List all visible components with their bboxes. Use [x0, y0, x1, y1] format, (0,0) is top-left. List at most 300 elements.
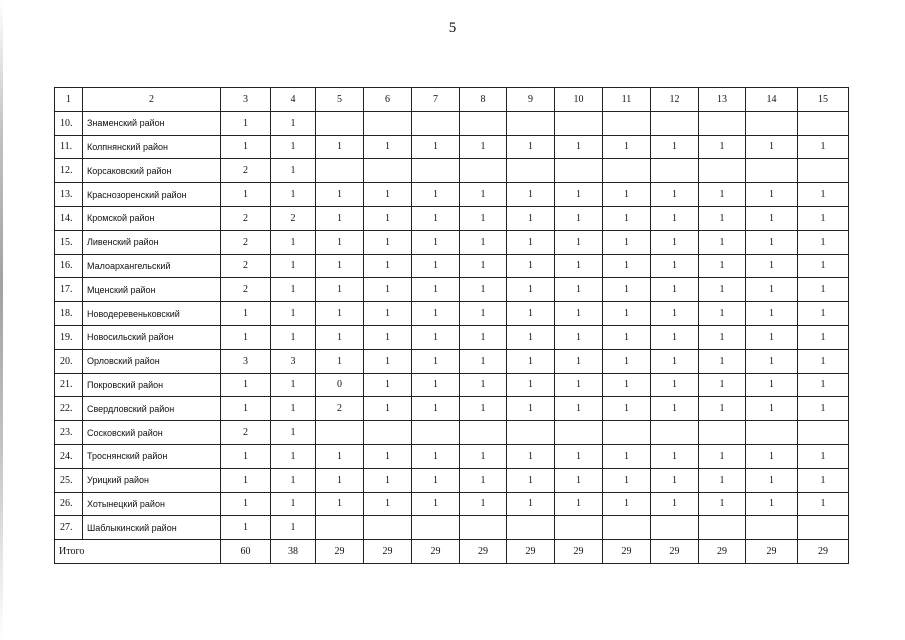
table-cell: 1	[555, 230, 603, 254]
table-cell	[746, 516, 798, 540]
table-cell: 1	[555, 278, 603, 302]
table-cell: 1	[507, 492, 555, 516]
table-cell: 1	[271, 444, 316, 468]
table-cell: 1	[651, 183, 699, 207]
table-cell: 1	[460, 278, 507, 302]
table-cell: 1	[699, 183, 746, 207]
table-row	[55, 444, 849, 468]
table-cell: 1	[699, 349, 746, 373]
table-cell: 1	[651, 325, 699, 349]
table-cell: 1	[507, 468, 555, 492]
table-cell: 1	[798, 135, 849, 159]
page-number: 5	[448, 20, 457, 36]
table-cell: 1	[699, 135, 746, 159]
table-cell: 1	[364, 492, 412, 516]
table-cell	[316, 159, 364, 183]
table-cell	[555, 159, 603, 183]
table-cell: 1	[798, 254, 849, 278]
table-cell: 1	[603, 325, 651, 349]
table-cell	[651, 111, 699, 135]
table-row	[55, 516, 849, 540]
table-cell	[699, 516, 746, 540]
district-name: Мценский район	[83, 278, 221, 302]
table-cell: 1	[316, 254, 364, 278]
table-cell: 2	[271, 206, 316, 230]
table-cell: 1	[651, 302, 699, 326]
table-cell: 1	[603, 468, 651, 492]
table-cell	[603, 159, 651, 183]
table-cell	[555, 111, 603, 135]
table-cell: 1	[271, 492, 316, 516]
district-name: Малоархангельский	[83, 254, 221, 278]
column-header: 1	[55, 88, 83, 112]
table-cell	[412, 516, 460, 540]
table-cell: 1	[746, 468, 798, 492]
table-cell	[798, 159, 849, 183]
table-cell: 1	[364, 183, 412, 207]
table-cell: 1	[507, 397, 555, 421]
table-cell: 1	[603, 183, 651, 207]
table-cell: 2	[316, 397, 364, 421]
district-name: Новодеревеньковский	[83, 302, 221, 326]
table-cell: 2	[221, 230, 271, 254]
table-cell: 1	[699, 230, 746, 254]
table-cell	[316, 516, 364, 540]
table-cell	[555, 516, 603, 540]
table-cell: 1	[460, 397, 507, 421]
table-cell	[364, 516, 412, 540]
row-number: 24.	[55, 444, 83, 468]
table-cell: 1	[555, 492, 603, 516]
table-cell: 1	[507, 230, 555, 254]
table-cell	[603, 421, 651, 445]
table-cell: 1	[798, 468, 849, 492]
district-name: Хотынецкий район	[83, 492, 221, 516]
total-cell: 60	[221, 540, 271, 564]
column-header: 2	[83, 88, 221, 112]
table-cell	[798, 111, 849, 135]
table-header-row	[55, 88, 849, 112]
table-cell: 1	[271, 135, 316, 159]
district-name: Краснозоренский район	[83, 183, 221, 207]
table-cell: 1	[364, 135, 412, 159]
table-cell: 1	[603, 254, 651, 278]
table-cell: 1	[460, 230, 507, 254]
district-name: Знаменский район	[83, 111, 221, 135]
table-cell: 1	[699, 397, 746, 421]
table-cell: 1	[460, 254, 507, 278]
row-number: 15.	[55, 230, 83, 254]
table-cell: 1	[271, 111, 316, 135]
table-cell: 1	[555, 135, 603, 159]
district-name: Орловский район	[83, 349, 221, 373]
table-row	[55, 421, 849, 445]
table-cell: 1	[507, 349, 555, 373]
table-cell: 3	[221, 349, 271, 373]
table-row	[55, 373, 849, 397]
table-cell: 1	[746, 444, 798, 468]
table-cell: 1	[603, 349, 651, 373]
table-cell: 2	[221, 159, 271, 183]
table-cell: 1	[798, 183, 849, 207]
table-cell: 1	[699, 278, 746, 302]
table-cell: 1	[460, 444, 507, 468]
table-cell: 1	[221, 302, 271, 326]
table-cell: 1	[651, 254, 699, 278]
table-cell: 1	[316, 278, 364, 302]
table-cell: 1	[221, 397, 271, 421]
table-cell: 1	[460, 135, 507, 159]
table-cell	[412, 111, 460, 135]
table-cell: 1	[412, 206, 460, 230]
table-cell	[316, 111, 364, 135]
column-header: 7	[412, 88, 460, 112]
table-cell: 1	[364, 349, 412, 373]
table-cell	[460, 516, 507, 540]
table-cell: 2	[221, 421, 271, 445]
table-cell: 1	[507, 254, 555, 278]
table-cell: 1	[555, 444, 603, 468]
table-cell: 1	[271, 421, 316, 445]
table-cell: 1	[412, 373, 460, 397]
table-cell: 1	[507, 325, 555, 349]
table-cell: 1	[460, 492, 507, 516]
table-cell: 1	[555, 206, 603, 230]
table-cell: 1	[555, 183, 603, 207]
row-number: 19.	[55, 325, 83, 349]
table-cell: 1	[221, 111, 271, 135]
table-row	[55, 135, 849, 159]
table-cell	[316, 421, 364, 445]
table-cell: 2	[221, 254, 271, 278]
table-cell: 1	[699, 254, 746, 278]
table-cell: 1	[798, 397, 849, 421]
table-cell: 2	[221, 206, 271, 230]
table-cell: 1	[798, 278, 849, 302]
table-row	[55, 278, 849, 302]
table-cell: 1	[364, 373, 412, 397]
table-cell: 1	[798, 325, 849, 349]
table-cell: 1	[221, 492, 271, 516]
table-cell: 1	[603, 230, 651, 254]
table-cell	[603, 111, 651, 135]
table-cell: 1	[271, 397, 316, 421]
table-cell: 1	[316, 206, 364, 230]
table-cell: 1	[651, 444, 699, 468]
table-cell: 1	[460, 373, 507, 397]
table-cell: 1	[603, 373, 651, 397]
total-cell: 29	[316, 540, 364, 564]
table-cell: 1	[746, 206, 798, 230]
table-cell	[651, 159, 699, 183]
table-cell: 1	[271, 373, 316, 397]
table-cell: 1	[798, 444, 849, 468]
table-cell: 1	[699, 492, 746, 516]
table-cell: 1	[603, 492, 651, 516]
table-cell: 1	[412, 278, 460, 302]
table-cell: 1	[316, 135, 364, 159]
table-cell: 1	[271, 516, 316, 540]
table-cell: 1	[460, 183, 507, 207]
table-cell: 1	[603, 135, 651, 159]
district-name: Сосковский район	[83, 421, 221, 445]
table-cell: 1	[746, 230, 798, 254]
table-cell: 1	[651, 373, 699, 397]
table-cell	[460, 421, 507, 445]
column-header: 5	[316, 88, 364, 112]
row-number: 10.	[55, 111, 83, 135]
table-cell: 1	[603, 278, 651, 302]
table-cell: 1	[364, 230, 412, 254]
table-cell: 1	[271, 183, 316, 207]
table-cell: 1	[798, 302, 849, 326]
table-cell: 1	[651, 135, 699, 159]
table-cell: 1	[699, 468, 746, 492]
column-header: 10	[555, 88, 603, 112]
table-cell	[746, 159, 798, 183]
table-cell: 1	[651, 468, 699, 492]
total-cell: 29	[603, 540, 651, 564]
table-cell: 1	[699, 325, 746, 349]
table-cell: 1	[271, 468, 316, 492]
table-cell: 1	[412, 325, 460, 349]
table-cell: 1	[412, 302, 460, 326]
table-cell: 1	[507, 373, 555, 397]
table-cell	[460, 111, 507, 135]
table-cell: 1	[412, 468, 460, 492]
total-cell: 38	[271, 540, 316, 564]
row-number: 23.	[55, 421, 83, 445]
table-row	[55, 183, 849, 207]
table-cell: 1	[507, 302, 555, 326]
column-header: 12	[651, 88, 699, 112]
table-cell: 1	[221, 325, 271, 349]
table-cell: 1	[412, 135, 460, 159]
table-cell: 1	[699, 373, 746, 397]
table-cell: 1	[460, 325, 507, 349]
table-cell: 1	[699, 206, 746, 230]
table-cell	[412, 159, 460, 183]
table-cell: 1	[364, 302, 412, 326]
column-header: 3	[221, 88, 271, 112]
total-cell: 29	[412, 540, 460, 564]
table-row	[55, 254, 849, 278]
table-cell: 1	[221, 373, 271, 397]
table-cell: 1	[316, 468, 364, 492]
table-cell	[651, 516, 699, 540]
table-cell	[699, 159, 746, 183]
table-cell	[507, 159, 555, 183]
table-cell: 1	[746, 492, 798, 516]
table-row	[55, 206, 849, 230]
table-cell: 1	[651, 349, 699, 373]
table-cell: 1	[364, 278, 412, 302]
column-header: 11	[603, 88, 651, 112]
table-cell: 1	[651, 278, 699, 302]
table-cell: 1	[507, 444, 555, 468]
table-cell: 1	[651, 230, 699, 254]
row-number: 13.	[55, 183, 83, 207]
row-number: 21.	[55, 373, 83, 397]
total-cell: 29	[364, 540, 412, 564]
table-cell	[364, 421, 412, 445]
district-name: Троснянский район	[83, 444, 221, 468]
data-table	[54, 87, 849, 564]
column-header: 15	[798, 88, 849, 112]
total-cell: 29	[699, 540, 746, 564]
column-header: 4	[271, 88, 316, 112]
table-cell: 3	[271, 349, 316, 373]
table-cell	[364, 159, 412, 183]
table-row	[55, 397, 849, 421]
total-cell: 29	[798, 540, 849, 564]
table-cell: 1	[699, 302, 746, 326]
table-cell: 1	[651, 206, 699, 230]
table-cell: 1	[507, 135, 555, 159]
table-cell	[603, 516, 651, 540]
table-cell: 1	[364, 325, 412, 349]
row-number: 18.	[55, 302, 83, 326]
district-name: Свердловский район	[83, 397, 221, 421]
district-name: Ливенский район	[83, 230, 221, 254]
table-cell: 1	[364, 397, 412, 421]
table-cell: 1	[555, 397, 603, 421]
table-cell: 1	[798, 373, 849, 397]
table-cell: 1	[798, 206, 849, 230]
table-cell: 1	[798, 230, 849, 254]
table-cell: 1	[603, 397, 651, 421]
total-cell: 29	[555, 540, 603, 564]
table-cell: 1	[651, 492, 699, 516]
table-cell: 1	[555, 254, 603, 278]
table-cell: 1	[699, 444, 746, 468]
table-cell: 1	[271, 325, 316, 349]
table-cell	[746, 111, 798, 135]
table-cell: 1	[412, 183, 460, 207]
total-cell: 29	[507, 540, 555, 564]
table-row	[55, 230, 849, 254]
table-cell: 1	[603, 444, 651, 468]
table-row	[55, 492, 849, 516]
table-cell: 1	[364, 254, 412, 278]
table-cell: 1	[364, 206, 412, 230]
table-cell: 1	[412, 492, 460, 516]
table-cell: 1	[316, 230, 364, 254]
table-cell	[699, 421, 746, 445]
row-number: 11.	[55, 135, 83, 159]
table-cell: 1	[316, 325, 364, 349]
table-cell: 1	[412, 254, 460, 278]
table-cell: 1	[555, 373, 603, 397]
table-cell	[699, 111, 746, 135]
district-name: Корсаковский район	[83, 159, 221, 183]
district-name: Новосильский район	[83, 325, 221, 349]
column-header: 13	[699, 88, 746, 112]
table-cell: 1	[221, 183, 271, 207]
table-cell: 1	[221, 444, 271, 468]
table-cell: 1	[460, 349, 507, 373]
table-cell	[746, 421, 798, 445]
table-cell: 1	[507, 183, 555, 207]
table-cell	[555, 421, 603, 445]
table-cell: 1	[746, 135, 798, 159]
row-number: 20.	[55, 349, 83, 373]
table-cell: 1	[798, 349, 849, 373]
row-number: 14.	[55, 206, 83, 230]
scan-edge-shadow	[0, 0, 3, 640]
table-cell	[798, 421, 849, 445]
table-cell: 1	[746, 325, 798, 349]
district-name: Шаблыкинский район	[83, 516, 221, 540]
table-cell	[798, 516, 849, 540]
table-cell: 1	[316, 183, 364, 207]
district-name: Урицкий район	[83, 468, 221, 492]
table-cell: 1	[316, 302, 364, 326]
table-row	[55, 111, 849, 135]
table-cell: 1	[221, 468, 271, 492]
table-cell: 1	[271, 254, 316, 278]
district-name: Покровский район	[83, 373, 221, 397]
row-number: 25.	[55, 468, 83, 492]
table-cell: 1	[746, 373, 798, 397]
table-cell: 1	[603, 206, 651, 230]
total-row	[55, 540, 849, 564]
table-cell	[507, 111, 555, 135]
table-cell: 1	[316, 349, 364, 373]
table-cell: 1	[271, 278, 316, 302]
table-cell	[651, 421, 699, 445]
table-cell: 1	[271, 159, 316, 183]
table-row	[55, 302, 849, 326]
table-cell: 1	[555, 325, 603, 349]
table-cell: 1	[746, 302, 798, 326]
table-cell: 1	[460, 206, 507, 230]
table-cell: 1	[460, 302, 507, 326]
table-cell: 1	[507, 206, 555, 230]
total-cell: 29	[460, 540, 507, 564]
table-cell: 1	[271, 302, 316, 326]
table-cell: 1	[412, 397, 460, 421]
table-cell: 1	[221, 135, 271, 159]
row-number: 12.	[55, 159, 83, 183]
row-number: 22.	[55, 397, 83, 421]
total-cell: 29	[746, 540, 798, 564]
row-number: 26.	[55, 492, 83, 516]
table-cell	[460, 159, 507, 183]
table-cell: 1	[798, 492, 849, 516]
row-number: 27.	[55, 516, 83, 540]
table-cell: 1	[412, 230, 460, 254]
row-number: 17.	[55, 278, 83, 302]
table-cell: 1	[364, 444, 412, 468]
table-cell: 2	[221, 278, 271, 302]
table-cell: 1	[316, 444, 364, 468]
table-cell	[507, 516, 555, 540]
table-cell: 1	[221, 516, 271, 540]
table-cell	[412, 421, 460, 445]
district-name: Кромской район	[83, 206, 221, 230]
table-cell	[507, 421, 555, 445]
column-header: 8	[460, 88, 507, 112]
table-cell: 0	[316, 373, 364, 397]
table-cell: 1	[746, 397, 798, 421]
district-name: Колпнянский район	[83, 135, 221, 159]
table-cell: 1	[746, 254, 798, 278]
table-cell: 1	[271, 230, 316, 254]
table-cell: 1	[746, 278, 798, 302]
row-number: 16.	[55, 254, 83, 278]
table-cell: 1	[603, 302, 651, 326]
